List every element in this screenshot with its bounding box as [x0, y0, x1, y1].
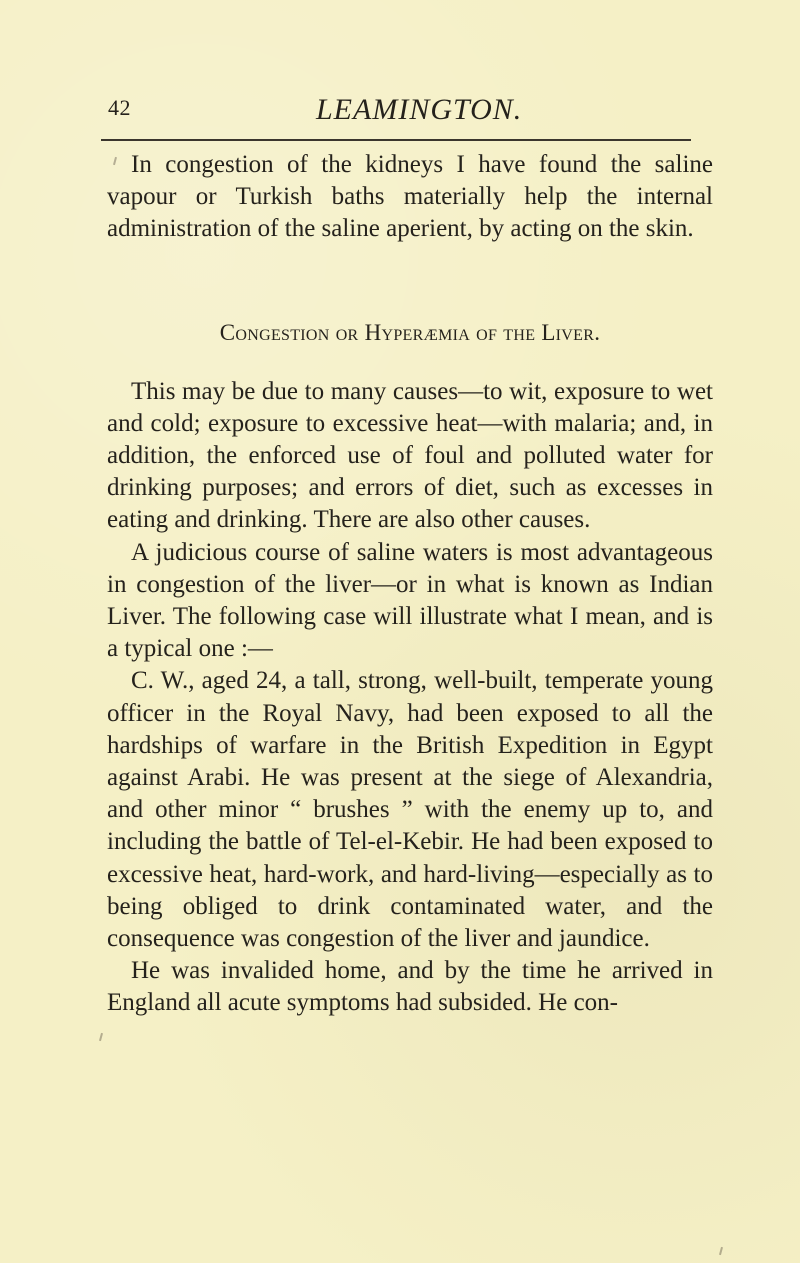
paper-speck — [719, 1247, 723, 1255]
page-number: 42 — [108, 95, 131, 120]
page-header — [80, 94, 710, 134]
paragraph-kidneys: In congestion of the kidneys I have found the saline vapour or Turkish baths materially help the internal administration of the saline aperient, by acting on the skin. — [107, 151, 713, 243]
section-spacer — [107, 246, 713, 317]
paragraph-causes: This may be due to many causes—to wit, exposure to wet and cold; exposure to excessive heat—with malaria; and, in addition, the enforced use of foul and polluted water for drinking purposes; and errors of diet, such as excesses in eating and drinking. There are also other causes. — [107, 377, 713, 534]
running-head: LEAMINGTON. — [316, 93, 523, 126]
section-heading: Congestion or Hyperæmia of the Liver. — [219, 319, 601, 345]
paragraph-invalided-home: He was invalided home, and by the time he arrived in England all acute symptoms had subsided. He con- — [107, 957, 713, 1017]
paragraph-saline-waters: A judicious course of saline waters is most advantageous in congestion of the liver—or in what is known as Indian Liver. The following case will illustrate what I mean, and is a typical one :— — [107, 538, 713, 663]
body-text — [107, 149, 713, 1020]
paper-speck — [99, 1033, 103, 1041]
paragraph-case-history: C. W., aged 24, a tall, strong, well-built, temperate young officer in the Royal Navy, had been exposed to all the hardships of warfare in the British Expedition in Egypt against Arabi. He was present at the siege of Alexandria, and other minor “ brushes ” with the enemy up to, and including the battle of Tel-el-Kebir. He had been exposed to excessive heat, hard-work, and hard-living—especially as to being obliged to drink contaminated water, and the consequence was congestion of the liver and jaundice. — [107, 667, 713, 953]
header-rule — [101, 139, 691, 141]
heading-gap — [107, 349, 713, 376]
